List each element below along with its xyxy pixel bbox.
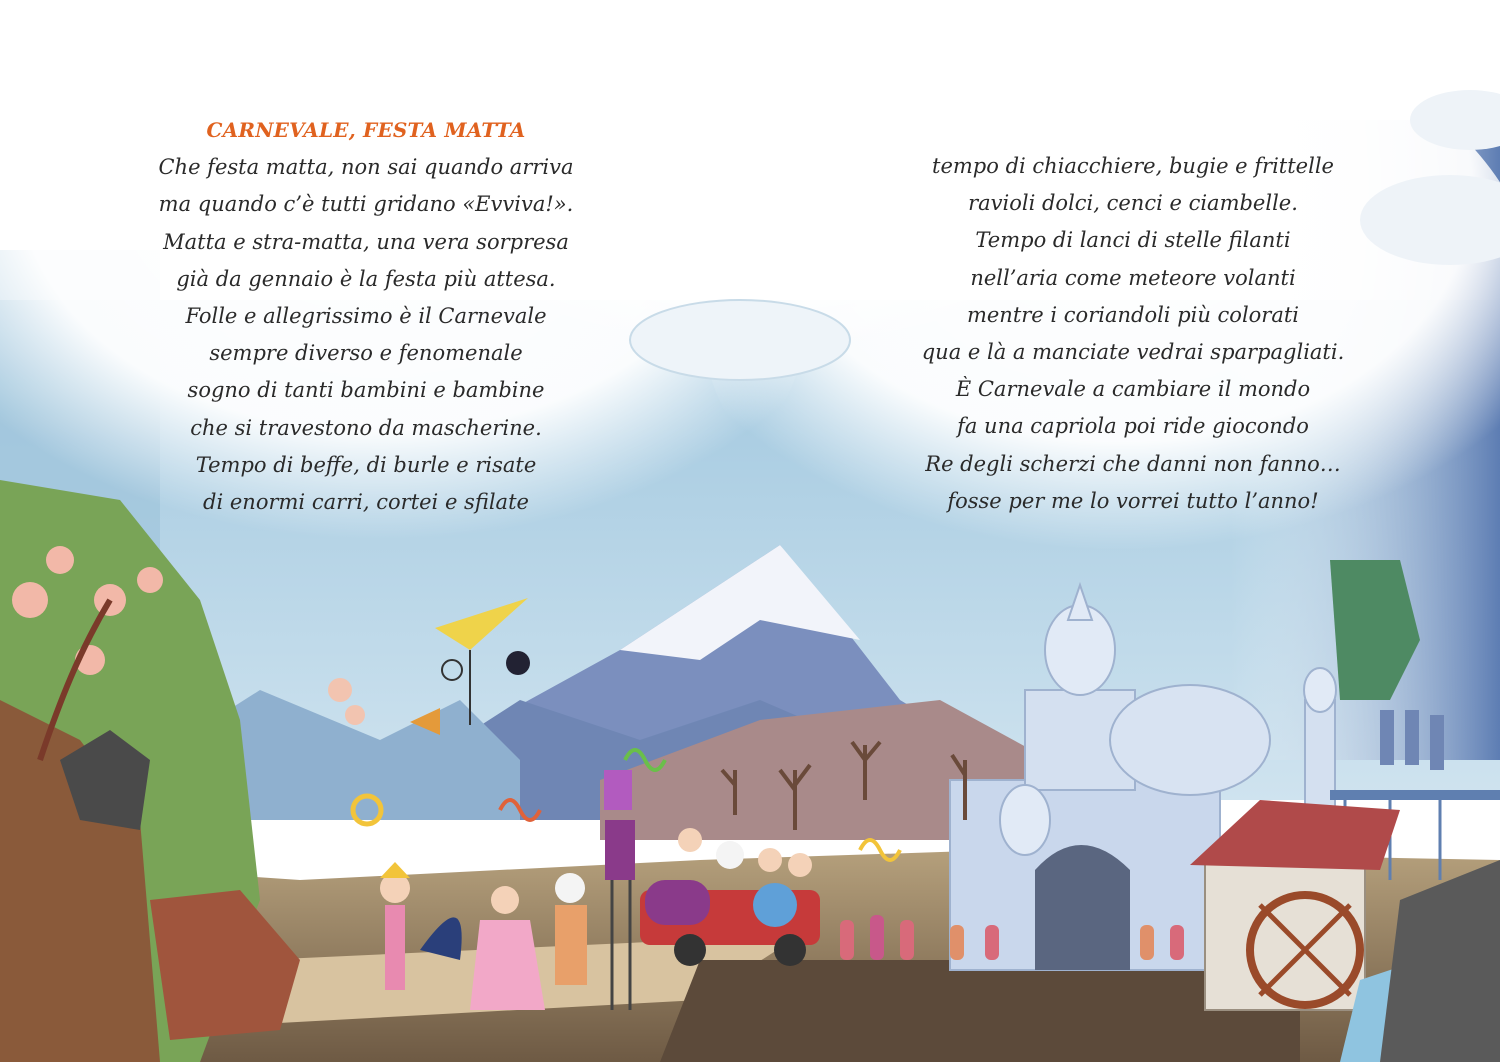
poem-line: Tempo di lanci di stelle filanti — [975, 228, 1291, 253]
poem-line: Tempo di beffe, di burle e risate — [195, 452, 537, 477]
harlequin-character — [555, 873, 587, 985]
poem-line: Folle e allegrissimo è il Carnevale — [185, 304, 547, 329]
poem-line: Matta e stra-matta, una vera sorpresa — [163, 229, 569, 254]
poem-line: Che festa matta, non sai quando arriva — [158, 155, 574, 180]
poem-line: È Carnevale a cambiare il mondo — [955, 377, 1311, 402]
poem-line: ma quando c’è tutti gridano «Evviva!». — [158, 192, 574, 217]
poem-line: sogno di tanti bambini e bambine — [187, 378, 545, 403]
poem-line: che si travestono da mascherine. — [190, 415, 542, 440]
poem-line: tempo di chiacchiere, bugie e frittelle — [932, 154, 1334, 178]
poem-line: mentre i coriandoli più colorati — [966, 302, 1300, 327]
poem-line: di enormi carri, cortei e sfilate — [203, 490, 529, 515]
poem-line: fa una capriola poi ride giocondo — [957, 414, 1309, 439]
poem-line: Re degli scherzi che danni non fanno… — [925, 451, 1341, 476]
poem-line: fosse per me lo vorrei tutto l’anno! — [947, 488, 1319, 513]
poem-line: ravioli dolci, cenci e ciambelle. — [968, 191, 1298, 216]
poem-line: sempre diverso e fenomenale — [209, 341, 523, 366]
poem-line: qua e là a manciate vedrai sparpagliati. — [921, 340, 1345, 365]
poem-left-column — [106, 112, 626, 521]
poem-line: già da gennaio è la festa più attesa. — [176, 266, 556, 291]
poem-line: nell’aria come meteore volanti — [970, 265, 1296, 290]
poem-right-column — [873, 148, 1393, 520]
poem-title: CARNEVALE, FESTA MATTA — [206, 118, 526, 142]
